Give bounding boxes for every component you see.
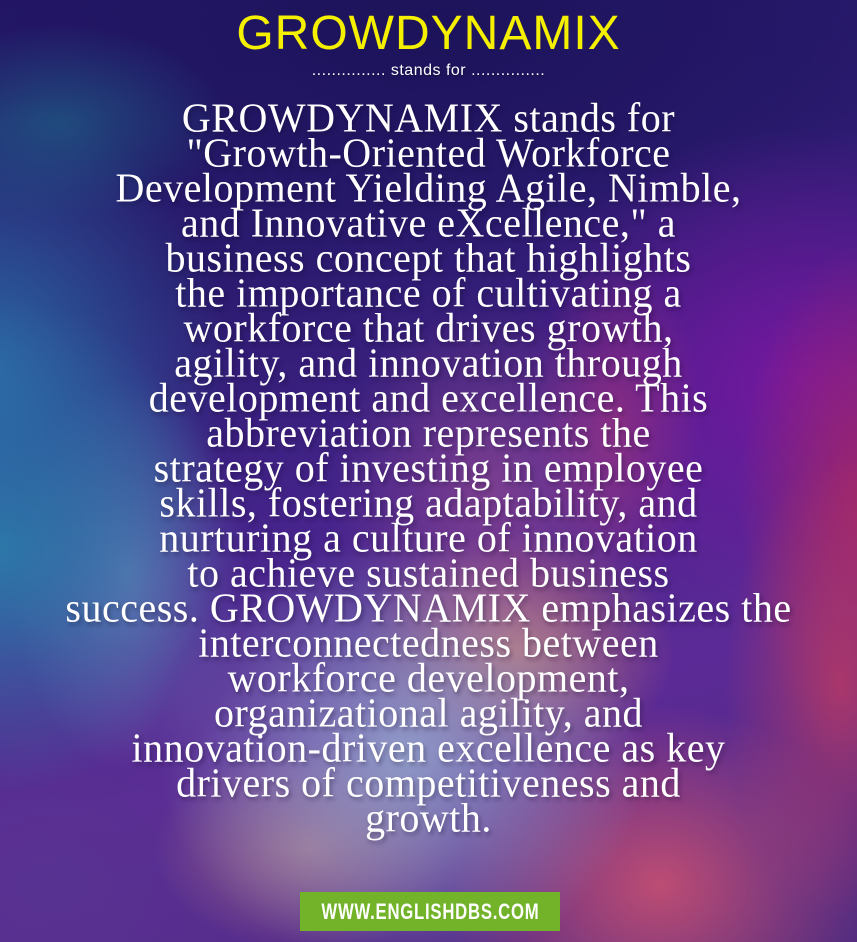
definition-line: and Innovative eXcellence," a <box>180 199 677 246</box>
definition-line: development and excellence. This <box>148 374 709 421</box>
definition-line: agility, and innovation through <box>174 339 683 386</box>
definition-line: drivers of competitiveness and <box>176 759 681 806</box>
definition-line: growth. <box>365 794 492 841</box>
definition-line: to achieve sustained business <box>187 549 670 596</box>
definition-line: success. GROWDYNAMIX emphasizes the <box>65 584 792 631</box>
definition-line: the importance of cultivating a <box>175 269 682 316</box>
definition-line: innovation-driven excellence as key <box>131 724 726 771</box>
definition-line: workforce that drives growth, <box>183 304 674 351</box>
definition-line: strategy of investing in employee <box>153 444 704 491</box>
definition-line: interconnectedness between <box>198 619 659 666</box>
stands-for-subtitle: ............... stands for ............... <box>311 62 546 79</box>
definition-line: "Growth-Oriented Workforce <box>186 129 671 176</box>
definition-line: GROWDYNAMIX stands for <box>181 94 676 141</box>
definition-line: organizational agility, and <box>214 689 643 736</box>
definition-line: business concept that highlights <box>165 234 692 281</box>
definition-line: nurturing a culture of innovation <box>159 514 698 561</box>
definition-line: abbreviation represents the <box>206 409 651 456</box>
website-banner[interactable] <box>300 892 560 931</box>
definition-line: Development Yielding Agile, Nimble, <box>115 164 742 211</box>
definition-line: workforce development, <box>227 654 630 701</box>
definition-line: skills, fostering adaptability, and <box>159 479 698 526</box>
definition-text <box>0 94 857 841</box>
page-title: GROWDYNAMIX <box>236 7 621 60</box>
website-url-label: WWW.ENGLISHDBS.COM <box>320 898 540 924</box>
